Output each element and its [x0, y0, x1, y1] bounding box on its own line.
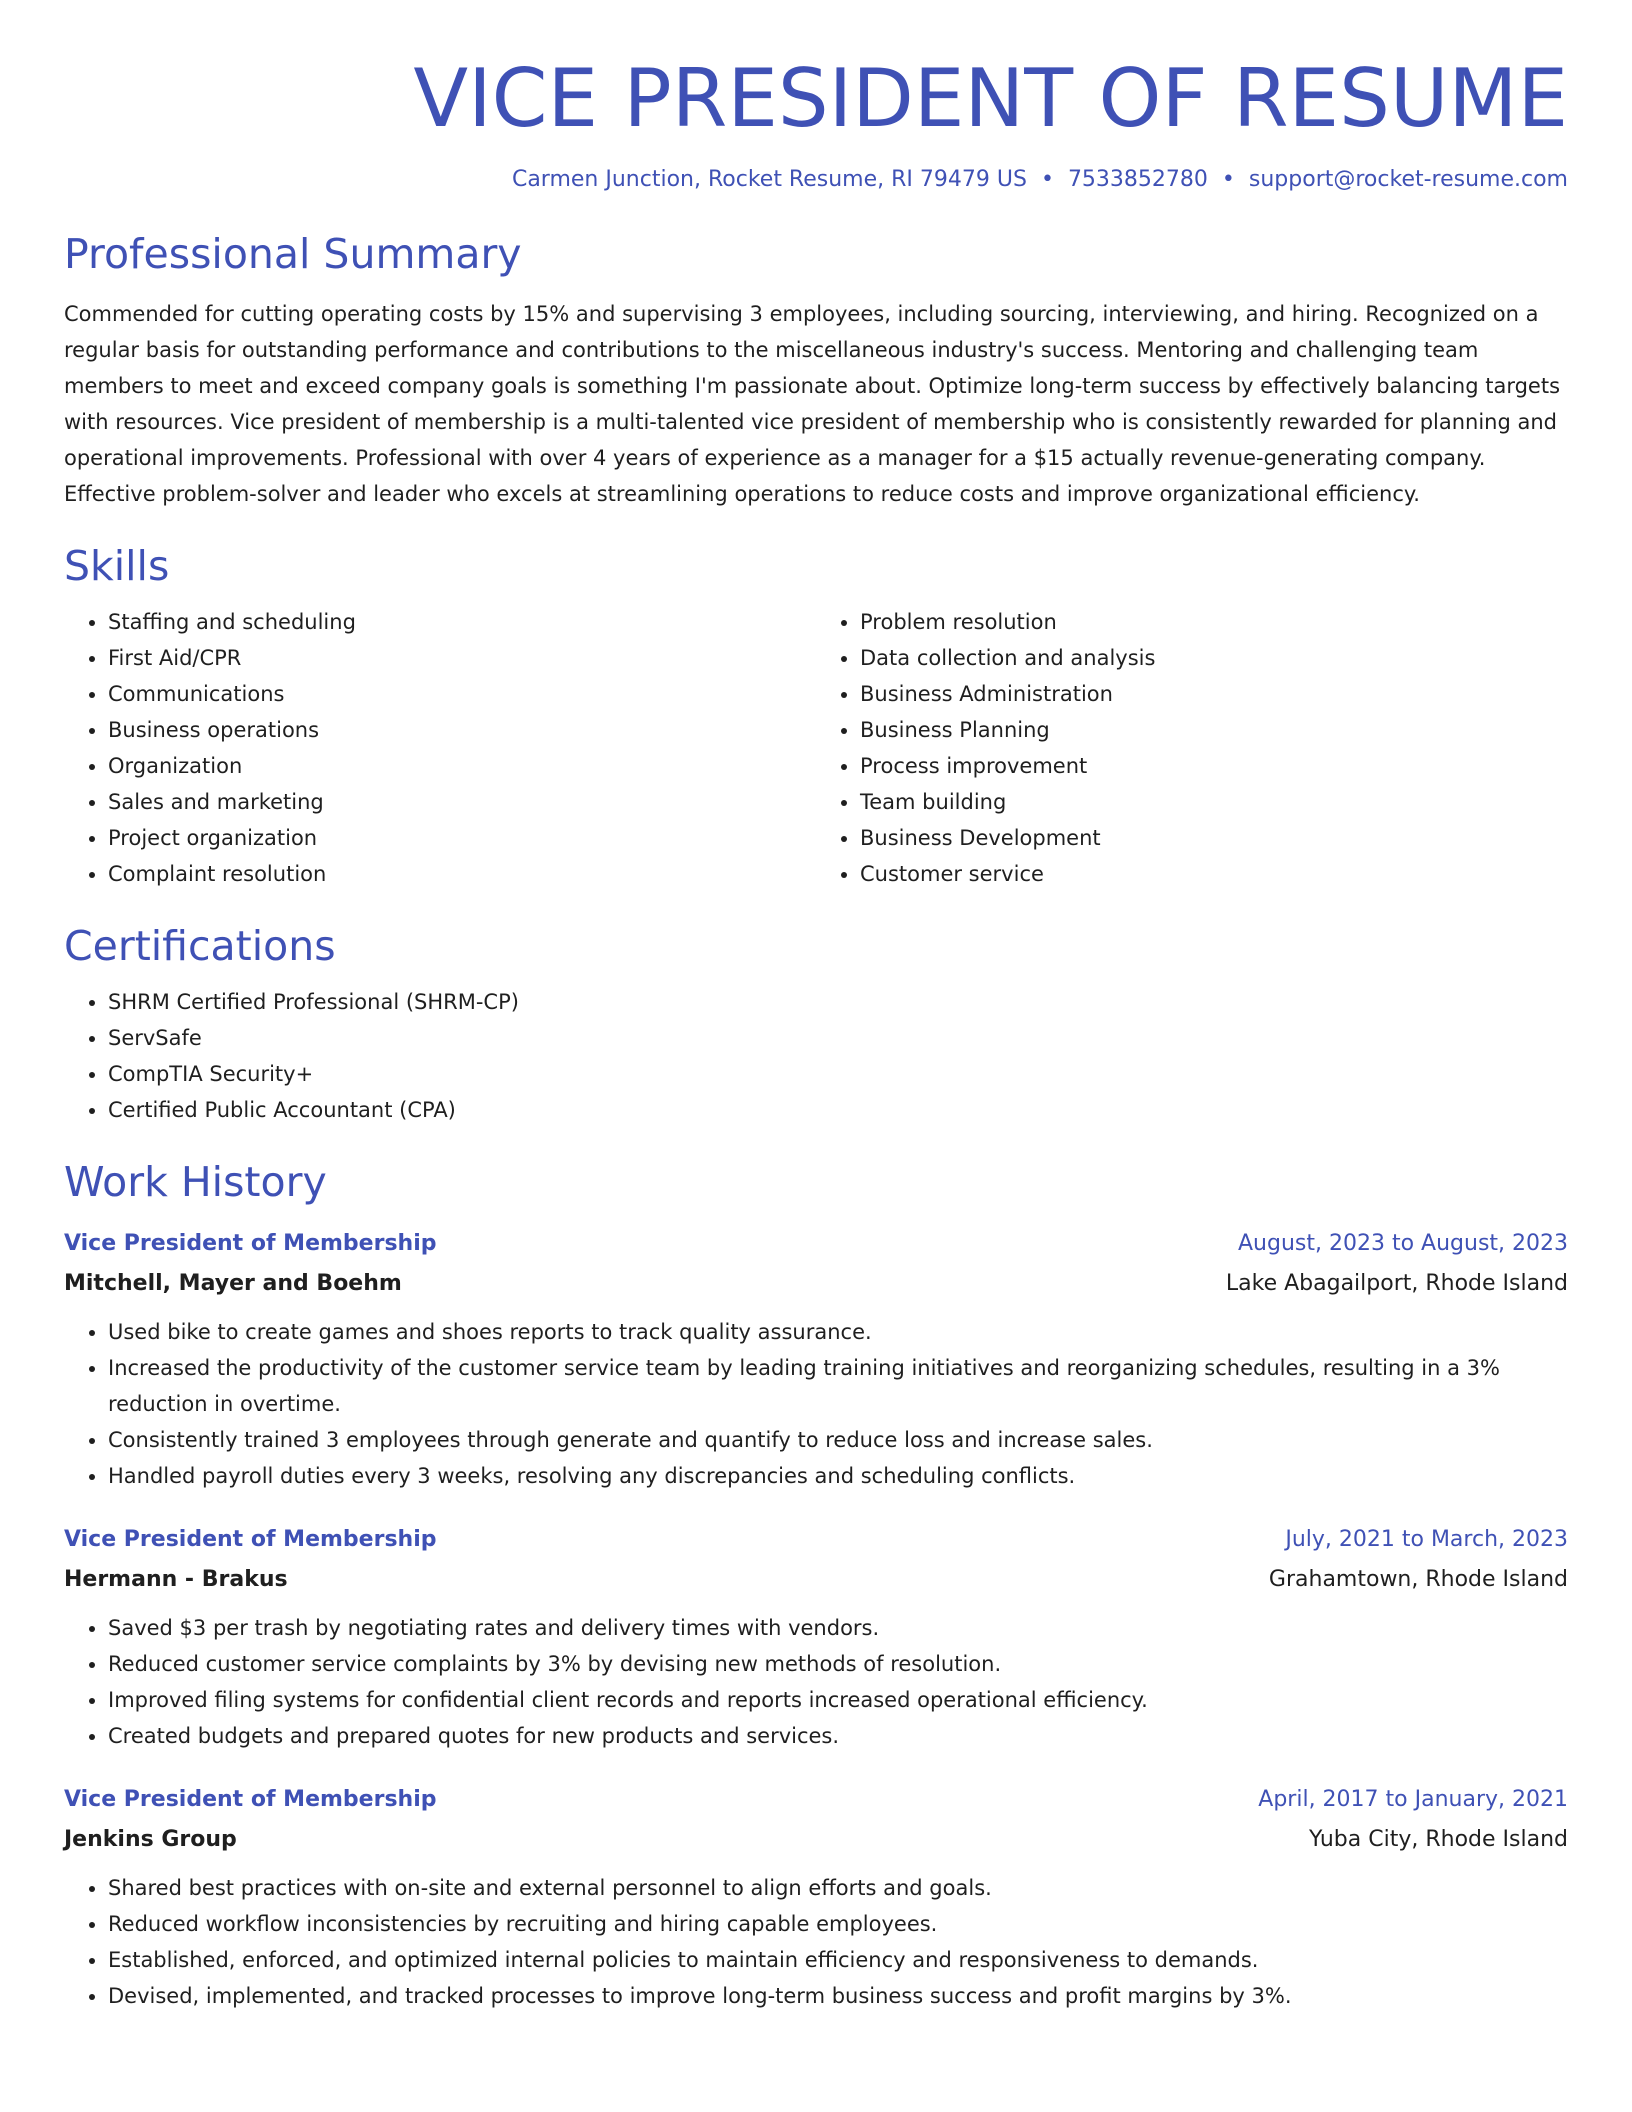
- job-duty: • Improved filing systems for confidential client records and reports increased operational efficiency.: [108, 1682, 1568, 1718]
- job-company: Hermann - Brakus: [64, 1567, 288, 1592]
- job-duty: • Consistently trained 3 employees through generate and quantify to reduce loss and increase sales.: [108, 1422, 1568, 1458]
- skill-item: • Business Administration: [860, 676, 1568, 712]
- certifications-section: [64, 922, 1568, 1128]
- job-header-row: [64, 1224, 1568, 1264]
- job-duty: • Reduced customer service complaints by 3% by devising new methods of resolution.: [108, 1646, 1568, 1682]
- job-duty: • Shared best practices with on-site and external personnel to align efforts and goals.: [108, 1870, 1568, 1906]
- skill-item: • Business Development: [860, 820, 1568, 856]
- skills-section: [64, 542, 1568, 892]
- contact-line: [64, 167, 1568, 192]
- skill-item: • Business operations: [108, 712, 816, 748]
- skill-item: • Staffing and scheduling: [108, 604, 816, 640]
- contact-address: Carmen Junction, Rocket Resume, RI 79479 US: [511, 167, 1027, 192]
- job-dates: April, 2017 to January, 2021: [1258, 1787, 1568, 1812]
- contact-separator: •: [1040, 167, 1054, 192]
- contact-separator: •: [1221, 167, 1235, 192]
- skill-item: • Team building: [860, 784, 1568, 820]
- job-duty: • Increased the productivity of the customer service team by leading training initiatives and reorganizing schedules, resulting in a 3% reduction in overtime.: [108, 1350, 1568, 1422]
- professional-summary-section: [64, 230, 1568, 512]
- job-entry: [64, 1780, 1568, 2014]
- job-company: Jenkins Group: [64, 1827, 237, 1852]
- job-duty: • Reduced workflow inconsistencies by recruiting and hiring capable employees.: [108, 1906, 1568, 1942]
- job-header-row: [64, 1780, 1568, 1820]
- summary-text: Commended for cutting operating costs by 15% and supervising 3 employees, including sourcing, interviewing, and hiring. Recognized on a regular basis for outstanding performance and contributions to the miscellaneous industry's success. Mentoring and challenging team members to meet and exceed company goals is something I'm passionate about. Optimize long-term success by effectively balancing targets with resources. Vice president of membership is a multi-talented vice president of membership who is consistently rewarded for planning and operational improvements. Professional with over 4 years of experience as a manager for a $15 actually revenue-generating company. Effective problem-solver and leader who excels at streamlining operations to reduce costs and improve organizational efficiency.: [64, 302, 1561, 506]
- skill-item: • Problem resolution: [860, 604, 1568, 640]
- job-duties-list: [64, 1610, 1568, 1754]
- contact-email: support@rocket-resume.com: [1248, 167, 1568, 192]
- skill-item: • Customer service: [860, 856, 1568, 892]
- resume-header: [64, 52, 1568, 192]
- contact-phone: 7533852780: [1067, 167, 1208, 192]
- job-company: Mitchell, Mayer and Boehm: [64, 1271, 402, 1296]
- skill-item: • Process improvement: [860, 748, 1568, 784]
- certification-item: • Certified Public Accountant (CPA): [108, 1092, 1568, 1128]
- skill-item: • Project organization: [108, 820, 816, 856]
- section-title-skills: Skills: [64, 542, 170, 590]
- job-company-row: [64, 1820, 1568, 1860]
- certification-item: • ServSafe: [108, 1020, 1568, 1056]
- skill-item: • First Aid/CPR: [108, 640, 816, 676]
- skill-item: • Sales and marketing: [108, 784, 816, 820]
- job-entry: [64, 1224, 1568, 1494]
- certification-item: • SHRM Certified Professional (SHRM-CP): [108, 984, 1568, 1020]
- job-entry: [64, 1520, 1568, 1754]
- work-history-section: [64, 1158, 1568, 2014]
- skills-columns: [64, 604, 1568, 892]
- certification-item: • CompTIA Security+: [108, 1056, 1568, 1092]
- section-title-summary: Professional Summary: [64, 230, 522, 278]
- job-location: Lake Abagailport, Rhode Island: [1225, 1271, 1568, 1296]
- job-location: Yuba City, Rhode Island: [1308, 1827, 1568, 1852]
- job-duty: • Created budgets and prepared quotes for new products and services.: [108, 1718, 1568, 1754]
- job-dates: July, 2021 to March, 2023: [1285, 1527, 1568, 1552]
- job-title: Vice President of Membership: [64, 1527, 437, 1552]
- section-title-work-history: Work History: [64, 1158, 327, 1206]
- skill-item: • Complaint resolution: [108, 856, 816, 892]
- skill-item: • Organization: [108, 748, 816, 784]
- skills-list-right: [816, 604, 1568, 892]
- job-duty: • Saved $3 per trash by negotiating rates and delivery times with vendors.: [108, 1610, 1568, 1646]
- job-company-row: [64, 1560, 1568, 1600]
- job-duty: • Handled payroll duties every 3 weeks, resolving any discrepancies and scheduling conflicts.: [108, 1458, 1568, 1494]
- candidate-name: VICE PRESIDENT OF RESUME: [413, 52, 1568, 145]
- skill-item: • Data collection and analysis: [860, 640, 1568, 676]
- job-location: Grahamtown, Rhode Island: [1268, 1567, 1568, 1592]
- job-company-row: [64, 1264, 1568, 1304]
- skill-item: • Business Planning: [860, 712, 1568, 748]
- job-duty: • Used bike to create games and shoes reports to track quality assurance.: [108, 1314, 1568, 1350]
- job-duties-list: [64, 1870, 1568, 2014]
- skills-list-left: [64, 604, 816, 892]
- job-duty: • Established, enforced, and optimized internal policies to maintain efficiency and responsiveness to demands.: [108, 1942, 1568, 1978]
- job-duty: • Devised, implemented, and tracked processes to improve long-term business success and profit margins by 3%.: [108, 1978, 1568, 2014]
- certifications-list: [64, 984, 1568, 1128]
- job-duties-list: [64, 1314, 1568, 1494]
- section-title-certifications: Certifications: [64, 922, 336, 970]
- job-header-row: [64, 1520, 1568, 1560]
- skill-item: • Communications: [108, 676, 816, 712]
- job-title: Vice President of Membership: [64, 1231, 437, 1256]
- job-dates: August, 2023 to August, 2023: [1238, 1231, 1568, 1256]
- job-title: Vice President of Membership: [64, 1787, 437, 1812]
